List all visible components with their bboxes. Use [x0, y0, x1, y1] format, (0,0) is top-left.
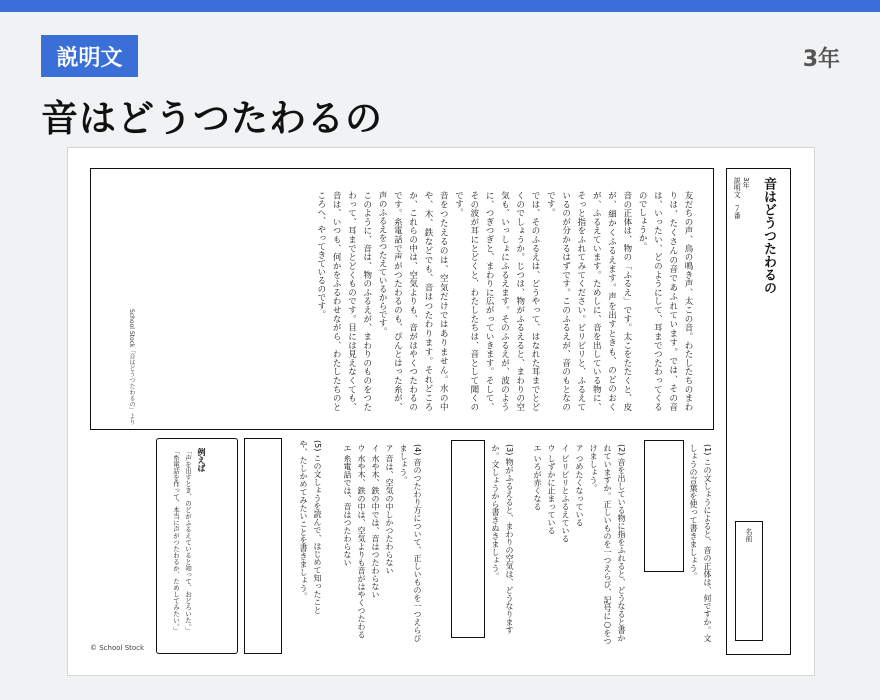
answer-box-3 [451, 440, 485, 638]
grade-label: 3年 [802, 47, 840, 72]
page-title: 音はどうつたわるの [41, 97, 383, 140]
passage-text: 友だちの声、鳥の鳴き声、太この音。わたしたちのまわりは、たくさんの音であふれています。では、その音は、いったい、どのようにして、耳までつたわってくるのでしょうか。 音の正体は、物の「ふるえ」です。太こをたたくと、皮が、細かくふるえます。声を出すときも、のどのおくが、ふるえています。ためしに、音を出している物に、そっと指をふれてみてください。ビリビリと、ふるえているのが分かるはずです。このふるえが、音のもとなのです。 では、そのふるえは、どうやって、はなれた耳までとどくのでしょうか。じつは、物がふるえると、まわりの空気も、いっしょにふるえます。そのふるえが、波のように、つぎつぎと、まわりに広がっていきます。そして、その波が耳にとどくと、わたしたちは、音として聞くのです。 音をつたえるのは、空気だけではありません。水の中や、木、鉄などでも、音はつたわります。それどころか、これらの中は、空気よりも、音がはやくつたわるのです。糸電話で声がつたわるのも、ぴんとはった糸が、声のふるえをつたえているからです。 このように、音は、物のふるえが、まわりのものをつたわって、耳までとどくものです。目には見えなくても、音は、いつも、何かをふるわせながら、わたしたちのところへ、やってきているのです。 [315, 191, 693, 411]
question-3: (3) 物がふるえると、まわりの空気は、どうなりますか。文しょうから書きぬきましょう。 [491, 444, 514, 634]
worksheet-number: 説明文 ７番 [733, 177, 742, 219]
answer-box-1 [644, 440, 684, 572]
question-5: (5) この文しょうを読んで、はじめて知ったことや、たしかめてみたいことを書きましょう。 [299, 440, 322, 614]
copyright: © School Stock [90, 644, 145, 652]
name-label: 名前 [745, 528, 753, 542]
worksheet-grade: 3年 [742, 177, 750, 189]
category-badge: 説明文 [41, 35, 138, 77]
top-accent-bar [0, 0, 880, 12]
worksheet-header [726, 168, 791, 655]
answer-box-5 [244, 438, 282, 654]
reading-passage [90, 168, 714, 430]
question-2: (2) 音を出している物に指をふれると、どうなると書かれていますか。正しいものを一つえらび、記号に○をつけましょう。 ア つめたくなっている イ ビリビリとふるえている ウ しずかに止まっている エ いろが赤くなる [533, 444, 626, 645]
worksheet-title: 音はどうつたわるの [761, 177, 776, 294]
example-label: 例えば [197, 448, 206, 472]
name-field [735, 521, 763, 641]
worksheet-meta [733, 177, 751, 219]
passage-credit: School Stock「音はどうつたわるの」より [128, 309, 135, 426]
question-4: (4) 音のつたわり方について、正しいものを一つえらびましょう。 ア 音は、空気の中しかつたわらない イ 水や木、鉄の中では、音はつたわらない ウ 水や木、鉄の中は、空気よりも音がはやくつたわる エ 糸電話では、音はつたわらない [343, 444, 422, 642]
worksheet-preview[interactable] [67, 147, 815, 676]
example-text: 「声を出すとき、のどがふるえていると知って、おどろいた。」 「糸電話を作って、本当に声がつたわるか、ためしてみたい。」 [172, 448, 192, 634]
question-1: (1) この文しょうによると、音の正体は、何ですか。文しょうの言葉を使って書きましょう。 [689, 444, 712, 642]
